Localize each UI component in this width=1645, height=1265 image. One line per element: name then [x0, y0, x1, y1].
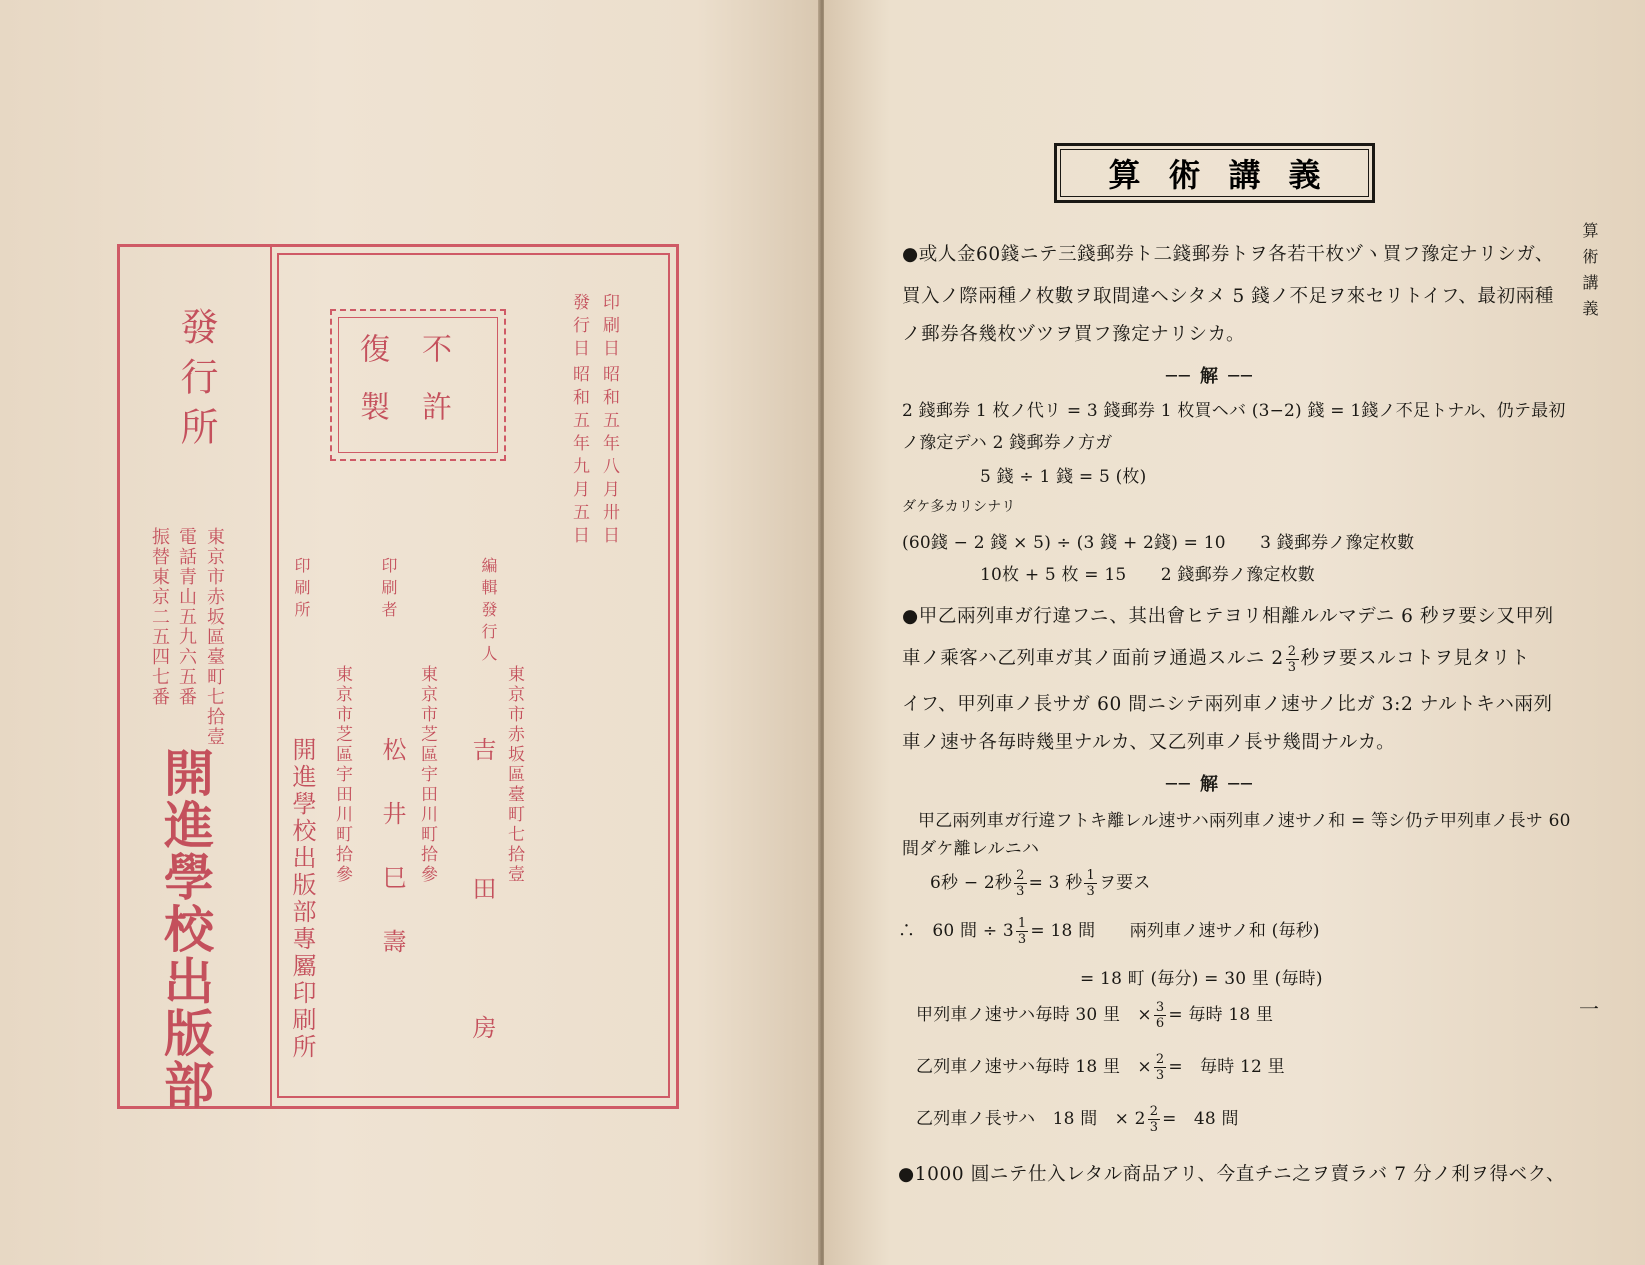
fraction-numerator: 2 — [1155, 1052, 1165, 1067]
fraction-denominator: 3 — [1149, 1120, 1159, 1135]
fraction-2-3 — [1148, 1105, 1160, 1134]
solution-1-line-1: 2 錢郵券 1 枚ノ代リ = 3 錢郵券 1 枚買ヘバ (3−2) 錢 = 1錢ノ不足トナル、仍テ最初 — [902, 401, 1566, 421]
solution-2-eq-1 — [930, 868, 1151, 898]
left-page — [0, 0, 820, 1265]
seal-text-1: 不許 — [416, 333, 451, 449]
fraction-denominator: 3 — [1086, 884, 1095, 899]
solution-2-eq-6 — [916, 1104, 1239, 1134]
issue-date: 昭和五年九月五日 — [569, 365, 589, 549]
colophon-frame — [117, 244, 679, 1154]
problem-1-line-2: 買入ノ際兩種ノ枚數ヲ取間違ヘシタメ 5 錢ノ不足ヲ來セリトイフ、最初兩種 — [902, 286, 1554, 307]
solution-2-eq-4 — [916, 1000, 1273, 1030]
problem-2-line-1: ●甲乙兩列車ガ行違フニ、其出會ヒテヨリ相離ルルマデニ 6 秒ヲ要シ又甲列 — [902, 606, 1554, 627]
publisher-name: 開進學校出版部 — [156, 747, 215, 1111]
fraction-denominator: 3 — [1017, 932, 1027, 947]
eq6-part-a: 乙列車ノ長サハ 18 間 × 2 — [916, 1109, 1146, 1129]
fraction-2-3 — [1014, 869, 1026, 898]
fraction-2-3 — [1286, 645, 1299, 674]
fraction-denominator: 3 — [1016, 884, 1025, 899]
lecture-title-box — [1054, 143, 1375, 203]
editor-role: 編輯發行人 — [479, 557, 498, 667]
solution-2-line-1: 甲乙兩列車ガ行違フトキ離レル速サハ兩列車ノ速サノ和 = 等シ仍テ甲列車ノ長サ 60 — [918, 811, 1571, 831]
fraction-denominator: 3 — [1287, 659, 1297, 675]
fraction-denominator: 6 — [1155, 1016, 1165, 1031]
print-date: 昭和五年八月卅日 — [599, 365, 619, 549]
printer-address: 東京市芝區宇田川町拾參 — [417, 665, 437, 885]
running-head: 算術講義 — [1580, 222, 1599, 326]
issue-date-label: 發行日 — [569, 293, 589, 362]
solution-1-line-5: (60錢 − 2 錢 × 5) ÷ (3 錢 + 2錢) = 10 3 錢郵券ノ豫定枚數 — [902, 533, 1415, 553]
printshop-address: 東京市芝區宇田川町拾參 — [332, 665, 352, 885]
fraction-numerator: 2 — [1149, 1104, 1159, 1119]
solution-2-heading: ── 解 ── — [1166, 774, 1254, 795]
fraction-1-3 — [1016, 917, 1028, 946]
print-date-label: 印刷日 — [599, 293, 619, 362]
column-divider — [270, 247, 272, 1106]
fraction-numerator: 1 — [1086, 868, 1095, 883]
fraction-numerator: 3 — [1155, 1000, 1165, 1015]
fraction-denominator: 3 — [1155, 1068, 1165, 1083]
eq1-part-a: 6秒 − 2秒 — [930, 873, 1013, 893]
printshop-name: 開進學校出版部專屬印刷所 — [288, 737, 316, 1061]
fraction-numerator: 2 — [1287, 643, 1297, 659]
solution-2-line-2: 間ダケ離レルニハ — [902, 839, 1040, 859]
fraction-3-6 — [1154, 1001, 1166, 1030]
lecture-title: 算術講義 — [1060, 149, 1369, 197]
solution-1-line-6: 10枚 + 5 枚 = 15 2 錢郵券ノ豫定枚數 — [980, 565, 1316, 585]
no-reproduction-seal — [330, 309, 506, 461]
problem-2-line-2 — [902, 644, 1530, 674]
solution-2-eq-2 — [898, 916, 1320, 946]
printshop-role: 印刷所 — [292, 557, 311, 623]
fraction-numerator: 1 — [1017, 916, 1027, 931]
editor-address: 東京市赤坂區臺町七拾壹 — [504, 665, 524, 885]
solution-1-line-3: 5 錢 ÷ 1 錢 = 5 (枚) — [980, 467, 1147, 487]
publisher-label: 發行所 — [174, 307, 218, 457]
publisher-phone: 電話青山五九六五番 — [176, 527, 197, 707]
publisher-address: 東京市赤坂區臺町七拾壹 — [204, 527, 225, 747]
solution-2-eq-3: = 18 町 (毎分) = 30 里 (毎時) — [1080, 969, 1323, 989]
publisher-transfer-account: 振替東京二五四七番 — [149, 527, 170, 707]
solution-1-heading: ── 解 ── — [1166, 366, 1254, 387]
eq5-part-b: = 毎時 12 里 — [1168, 1057, 1285, 1077]
problem-3-line-1: ●1000 圓ニテ仕入レタル商品アリ、今直チニ之ヲ賣ラバ 7 分ノ利ヲ得ベク、 — [898, 1164, 1566, 1185]
page-number: 一 — [1579, 997, 1599, 1021]
problem-1-line-1: ●或人金60錢ニテ三錢郵券ト二錢郵券トヲ各若干枚ヅヽ買フ豫定ナリシガ、 — [902, 244, 1554, 265]
eq4-part-a: 甲列車ノ速サハ毎時 30 里 × — [916, 1005, 1152, 1025]
problem-2-line-4: 車ノ速サ各毎時幾里ナルカ、又乙列車ノ長サ幾間ナルカ。 — [902, 732, 1396, 753]
problem-2-line-2-tail: 秒ヲ要スルコトヲ見タリト — [1300, 648, 1530, 669]
eq1-part-c: ヲ要ス — [1098, 873, 1151, 893]
eq6-part-b: = 48 間 — [1162, 1109, 1239, 1129]
seal-text-2: 復製 — [354, 333, 389, 449]
fraction-1-3 — [1084, 869, 1096, 898]
eq5-part-a: 乙列車ノ速サハ毎時 18 里 × — [916, 1057, 1152, 1077]
solution-1-line-2: ノ豫定デハ 2 錢郵券ノ方ガ — [902, 433, 1113, 453]
eq4-part-b: = 毎時 18 里 — [1168, 1005, 1274, 1025]
solution-2-eq-5 — [916, 1052, 1285, 1082]
eq2-part-b: = 18 間 兩列車ノ速サノ和 (毎秒) — [1030, 921, 1320, 941]
eq1-part-b: = 3 秒 — [1028, 873, 1083, 893]
printer-role: 印刷者 — [379, 557, 398, 623]
fraction-2-3 — [1154, 1053, 1166, 1082]
problem-2-line-2-text: 車ノ乘客ハ乙列車ガ其ノ面前ヲ通過スルニ 2 — [902, 648, 1284, 669]
problem-2-line-3: イフ、甲列車ノ長サガ 60 間ニシテ兩列車ノ速サノ比ガ 3:2 ナルトキハ兩列 — [902, 694, 1553, 715]
printer-name: 松井巳壽 — [378, 737, 406, 993]
problem-1-line-3: ノ郵券各幾枚ヅツヲ買フ豫定ナリシカ。 — [902, 324, 1246, 345]
eq2-part-a: ∴ 60 間 ÷ 3 — [898, 921, 1014, 941]
editor-name: 吉田房 — [468, 737, 496, 1154]
fraction-numerator: 2 — [1016, 868, 1025, 883]
solution-1-line-4: ダケ多カリシナリ — [902, 499, 1016, 515]
